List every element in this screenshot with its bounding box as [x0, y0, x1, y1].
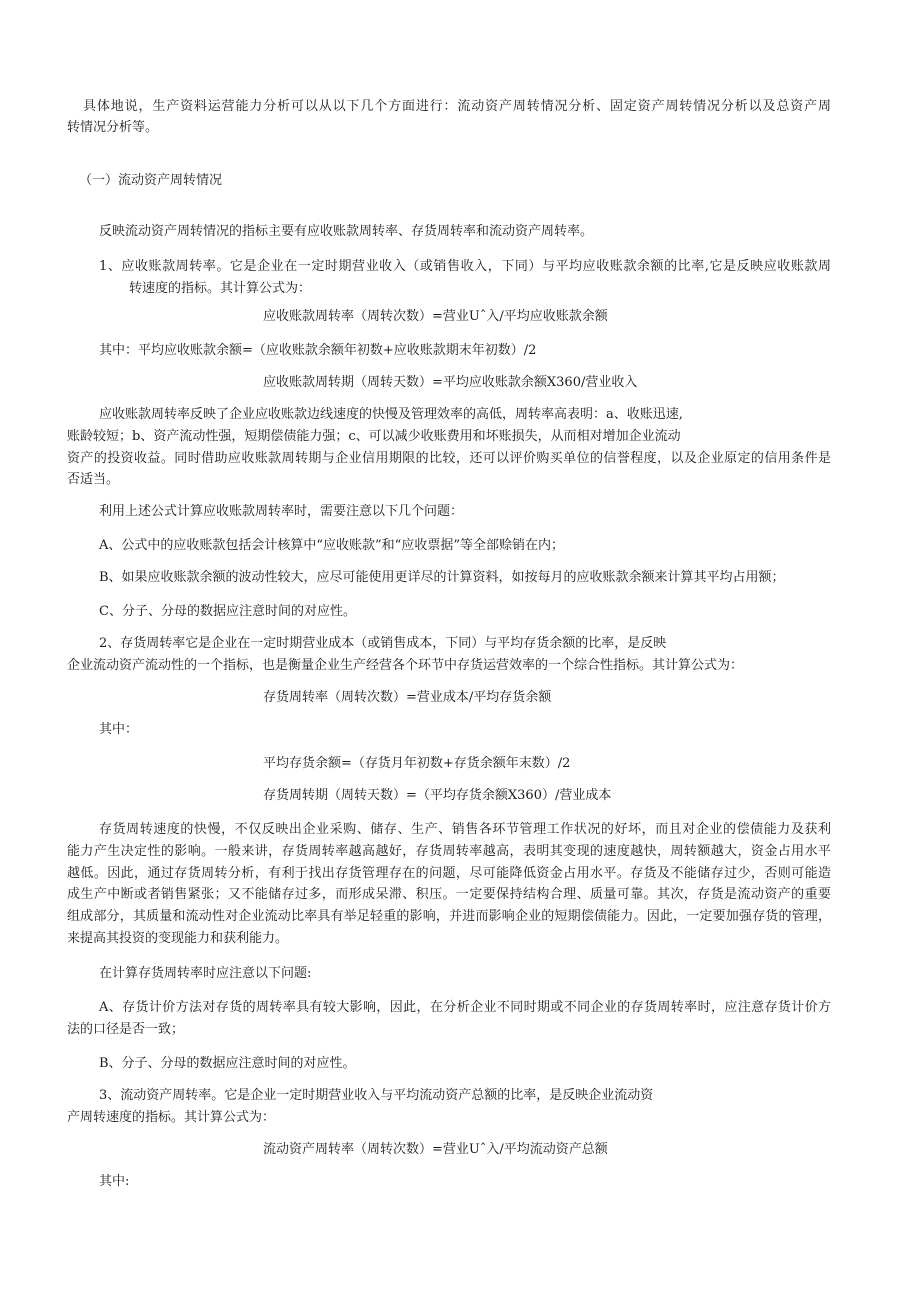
item2-note-b: B、分子、分母的数据应注意时间的对应性。	[99, 1056, 356, 1071]
intro-line-2: 转情况分析等。	[67, 120, 159, 135]
item1-explanation-1: 应收账款周转率反映了企业应收账款边线速度的快慢及管理效率的高低，周转率高表明：a、收账迅速,	[99, 407, 683, 422]
item2-formula-average-inventory: 平均存货余额=（存货月年初数+存货余额年末数）/2	[263, 756, 571, 771]
item2-explanation-3: 越低。因此，通过存货周转分析，有利于找出存货管理存在的问题，尽可能降低资金占用水平。存货及不能储存过少，否则可能造	[67, 866, 831, 881]
item3-formula-turnover-rate: 流动资产周转率（周转次数）=营业Uˆ入/平均流动资产总额	[263, 1142, 608, 1157]
item1-line-1: 1、应收账款周转率。它是企业在一定时期营业收入（或销售收入，下同）与平均应收账款余额的比率,它是反映应收账款周	[99, 259, 831, 274]
item2-note-a-line-2: 法的口径是否一致；	[67, 1022, 185, 1037]
item2-explanation-2: 能力产生决定性的影响。一般来讲，存货周转率越高越好，存货周转率越高，表明其变现的速度越快，周转额越大，资金占用水平	[67, 844, 831, 859]
section-heading: （一）流动资产周转情况	[79, 173, 223, 188]
intro-line-1: 具体地说，生产资料运营能力分析可以从以下几个方面进行：流动资产周转情况分析、固定资产周转情况分析以及总资产周	[83, 99, 831, 114]
item2-line-2: 企业流动资产流动性的一个指标，也是衡量企业生产经营各个环节中存货运营效率的一个综合性指标。其计算公式为：	[67, 658, 744, 673]
item1-notes-intro: 利用上述公式计算应收账款周转率时，需要注意以下几个问题：	[99, 504, 464, 519]
item1-formula-turnover-days: 应收账款周转期（周转天数）=平均应收账款余额X360/营业收入	[263, 375, 638, 390]
item1-explanation-2: 账龄较短；b、资产流动性强，短期偿债能力强；c、可以减少收账费用和坏账损失，从而相对增加企业流动	[67, 429, 681, 444]
item2-where: 其中：	[99, 722, 139, 737]
item2-note-a-line-1: A、存货计价方法对存货的周转率具有较大影响，因此，在分析企业不同时期或不同企业的存货周转率时，应注意存货计价方	[99, 1000, 831, 1015]
item3-where: 其中:	[99, 1174, 130, 1189]
item1-where: 其中：平均应收账款余额=（应收账款余额年初数+应收账款期末年初数）/2	[99, 343, 537, 358]
item2-formula-turnover-days: 存货周转期（周转天数）=（平均存货余额X360）/营业成本	[263, 788, 612, 803]
item2-notes-intro: 在计算存货周转率时应注意以下问题:	[99, 966, 312, 981]
item2-formula-turnover-rate: 存货周转率（周转次数）=营业成本/平均存货余额	[263, 690, 552, 705]
item3-line-1: 3、流动资产周转率。它是企业一定时期营业收入与平均流动资产总额的比率，是反映企业流动资	[99, 1088, 654, 1103]
item2-explanation-6: 来提高其投资的变现能力和获利能力。	[67, 931, 289, 946]
item1-formula-turnover-rate: 应收账款周转率（周转次数）=营业Uˆ入/平均应收账款余额	[263, 309, 608, 324]
item1-explanation-4: 否适当。	[67, 472, 120, 487]
section-intro: 反映流动资产周转情况的指标主要有应收账款周转率、存货周转率和流动资产周转率。	[99, 224, 594, 239]
item2-explanation-5: 组成部分，其质量和流动性对企业流动比率具有举足轻重的影响，并进而影响企业的短期偿债能力。因此，一定要加强存货的管理，	[67, 909, 831, 924]
item1-note-c: C、分子、分母的数据应注意时间的对应性。	[99, 604, 356, 619]
item1-note-b: B、如果应收账款余额的波动性较大，应尽可能使用更详尽的计算资料，如按每月的应收账款余额来计算其平均占用额；	[99, 570, 785, 585]
item2-explanation-1: 存货周转速度的快慢，不仅反映出企业采购、储存、生产、销售各环节管理工作状况的好坏，而且对企业的偿债能力及获利	[99, 822, 831, 837]
item1-explanation-3: 资产的投资收益。同时借助应收账款周转期与企业信用期限的比较，还可以评价购买单位的信誉程度，以及企业原定的信用条件是	[67, 451, 831, 466]
item2-explanation-4: 成生产中断或者销售紧张；又不能储存过多，而形成呆滞、积压。一定要保持结构合理、质量可靠。其次，存货是流动资产的重要	[67, 887, 831, 902]
item1-line-2: 转速度的指标。其计算公式为：	[129, 281, 312, 296]
item1-note-a: A、公式中的应收账款包括会计核算中“应收账款”和“应收票据”等全部赊销在内；	[99, 538, 564, 553]
item3-line-2: 产周转速度的指标。其计算公式为：	[67, 1110, 276, 1125]
item2-line-1: 2、存货周转率它是企业在一定时期营业成本（或销售成本，下同）与平均存货余额的比率，是反映	[99, 636, 667, 651]
